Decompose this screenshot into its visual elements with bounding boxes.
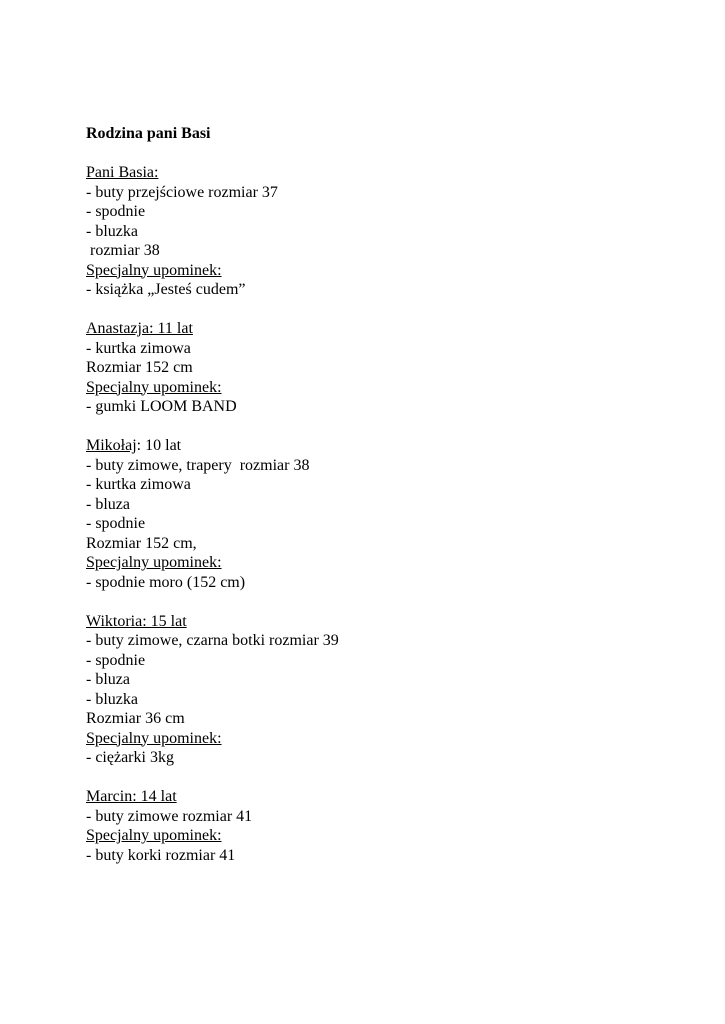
person-section-basia (86, 163, 686, 300)
document-page (86, 124, 686, 885)
gift-label: Specjalny upominek: (86, 378, 222, 396)
list-item: Rozmiar 152 cm, (86, 534, 197, 552)
list-item: - buty przejściowe rozmiar 37 (86, 183, 278, 201)
person-name: Anastazja: 11 lat (86, 320, 193, 337)
list-item: - spodnie (86, 515, 146, 532)
list-item: - spodnie (86, 203, 146, 220)
gift-label: Specjalny upominek: (86, 261, 222, 279)
person-name: Wiktoria: 15 lat (86, 612, 187, 630)
list-item: rozmiar 38 (86, 242, 160, 259)
gift-label: Specjalny upominek: (86, 729, 222, 747)
person-heading (86, 163, 686, 183)
person-heading (86, 319, 686, 339)
gift-item: - spodnie moro (152 cm) (86, 573, 246, 591)
gift-item: - książka „Jesteś cudem” (86, 281, 246, 298)
person-heading (86, 612, 686, 632)
gift-label: Specjalny upominek: (86, 827, 222, 844)
person-heading (86, 787, 686, 807)
list-item: - bluza (86, 495, 130, 513)
gift-label: Specjalny upominek: (86, 554, 222, 571)
list-item: Rozmiar 36 cm (86, 710, 185, 727)
person-section-mikolaj (86, 436, 686, 592)
person-section-wiktoria (86, 612, 686, 768)
list-item: Rozmiar 152 cm (86, 359, 193, 376)
person-section-anastazja (86, 319, 686, 417)
person-name: Marcin: 14 lat (86, 788, 177, 805)
person-section-marcin (86, 787, 686, 865)
list-item: - buty zimowe, trapery rozmiar 38 (86, 456, 310, 474)
person-name: Pani Basia: (86, 164, 159, 181)
gift-item: - gumki LOOM BAND (86, 398, 237, 415)
list-item: - bluzka (86, 690, 138, 708)
gift-item: - ciężarki 3kg (86, 749, 174, 766)
list-item: - kurtka zimowa (86, 476, 191, 493)
list-item: - buty zimowe rozmiar 41 (86, 807, 253, 825)
person-heading-rest: : 10 lat (136, 437, 182, 454)
list-item: - spodnie (86, 651, 146, 669)
person-heading (86, 436, 686, 456)
list-item: - buty zimowe, czarna botki rozmiar 39 (86, 632, 339, 649)
document-title: Rodzina pani Basi (86, 125, 211, 142)
gift-item: - buty korki rozmiar 41 (86, 846, 236, 864)
person-name: Mikołaj (86, 437, 137, 454)
list-item: - bluzka (86, 222, 138, 240)
list-item: - bluza (86, 671, 130, 688)
list-item: - kurtka zimowa (86, 339, 191, 357)
